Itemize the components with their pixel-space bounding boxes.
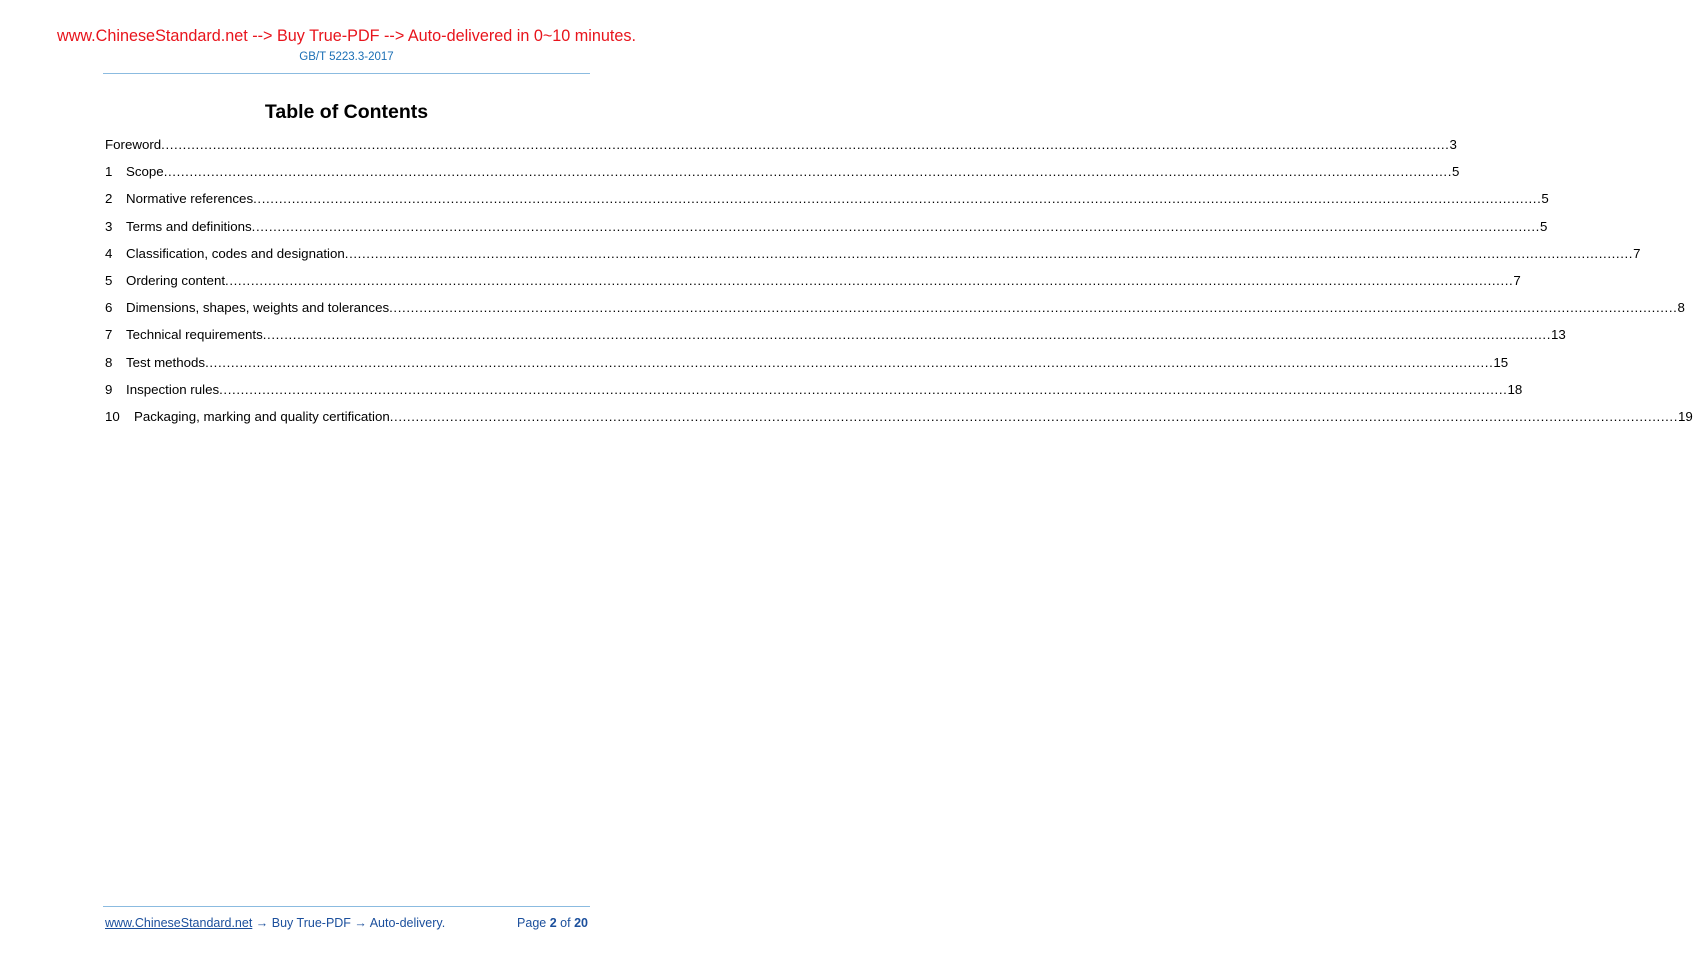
toc-entry-label: Normative references: [126, 191, 254, 207]
toc-entry-dimensions[interactable]: [105, 299, 1685, 326]
toc-dot-leader: ............................................................................................................................................................................................................................................................................................................: [225, 272, 1514, 288]
page-number-total: 20: [574, 916, 588, 930]
toc-entry-scope[interactable]: [105, 163, 1460, 190]
toc-entry-number: 6: [105, 300, 113, 316]
toc-entry-page: 13: [1551, 327, 1566, 343]
toc-entry-label: Inspection rules: [126, 381, 220, 397]
toc-entry-page: 5: [1541, 191, 1549, 207]
toc-entry-page: 3: [1449, 137, 1457, 152]
toc-dot-leader: ............................................................................................................................................................................................................................................................................................................: [262, 327, 1552, 343]
toc-entry-label: Terms and definitions: [126, 218, 252, 234]
toc-entry-page: 7: [1513, 272, 1521, 288]
toc-entry-number: 2: [105, 191, 113, 207]
toc-entry-page: 19: [1678, 408, 1693, 424]
toc-entry-label: Test methods: [126, 354, 206, 370]
header-banner[interactable]: www.ChineseStandard.net --> Buy True-PDF --> Auto-delivered in 0~10 minutes.: [57, 27, 636, 45]
page-title: Table of Contents: [264, 101, 429, 123]
toc-dot-leader: ............................................................................................................................................................................................................................................................................................................: [253, 191, 1542, 207]
toc-entry-normative-references[interactable]: [105, 190, 1549, 217]
toc-dot-leader: ............................................................................................................................................................................................................................................................................................................: [219, 381, 1508, 397]
toc-entry-label: Dimensions, shapes, weights and tolerances: [126, 300, 390, 316]
toc-entry-number: 7: [105, 327, 113, 343]
page-number-current: 2: [549, 916, 557, 930]
toc-entry-label: Technical requirements: [126, 327, 263, 343]
toc-entry-page: 8: [1677, 300, 1685, 316]
toc-entry-page: 15: [1493, 354, 1509, 370]
toc-dot-leader: ............................................................................................................................................................................................................................................................................................................: [163, 164, 1452, 180]
toc-dot-leader: ............................................................................................................................................................................................................................................................................................................: [205, 354, 1494, 370]
toc-dot-leader: ............................................................................................................................................................................................................................................................................................................: [251, 218, 1540, 234]
page-number-of: of: [560, 916, 571, 930]
toc-entry-number: 8: [105, 354, 113, 370]
toc-entry-label: Foreword: [105, 137, 162, 152]
toc-dot-leader: ............................................................................................................................................................................................................................................................................................................: [344, 245, 1634, 261]
toc-entry-label: Ordering content: [126, 272, 226, 288]
toc-entry-number: 4: [105, 245, 113, 261]
toc-entry-label: Scope: [126, 164, 164, 180]
toc-entry-page: 5: [1452, 164, 1460, 180]
toc-dot-leader: ............................................................................................................................................................................................................................................................................................................: [389, 300, 1678, 316]
page-number: [500, 916, 588, 930]
footer-link: [105, 916, 445, 930]
toc-entry-number: 10: [105, 408, 120, 424]
toc-entry-page: 7: [1633, 245, 1641, 261]
toc-entry-number: 9: [105, 381, 113, 397]
toc-entry-page: 5: [1539, 218, 1548, 234]
toc-dot-leader: ............................................................................................................................................................................................................................................................................................................: [389, 408, 1679, 424]
document-id: GB/T 5223.3-2017: [299, 51, 394, 63]
toc-entry-packaging[interactable]: [105, 408, 1693, 435]
toc-entry-terms-and-definitions[interactable]: [105, 218, 1548, 245]
page-number-prefix: Page: [517, 916, 547, 930]
footer-link-tail: → Buy True-PDF → Auto-delivery.: [252, 916, 446, 930]
toc-entry-technical-requirements[interactable]: [105, 326, 1566, 353]
footer-divider: [103, 906, 590, 907]
table-of-contents: [105, 136, 1693, 435]
toc-entry-classification[interactable]: [105, 245, 1641, 272]
toc-entry-number: 1: [105, 164, 113, 180]
toc-entry-label: Classification, codes and designation: [126, 245, 345, 261]
toc-entry-foreword[interactable]: [105, 136, 1457, 163]
toc-entry-number: 3: [105, 218, 113, 234]
footer-site-link[interactable]: www.ChineseStandard.net: [105, 916, 253, 930]
toc-entry-page: 18: [1507, 381, 1523, 397]
header-divider: [103, 73, 590, 74]
toc-entry-number: 5: [105, 272, 113, 288]
toc-dot-leader: ............................................................................................................................................................................................................................................................................................................: [161, 137, 1450, 152]
toc-entry-ordering-content[interactable]: [105, 272, 1521, 299]
toc-entry-inspection-rules[interactable]: [105, 381, 1523, 408]
toc-entry-test-methods[interactable]: [105, 354, 1509, 381]
toc-entry-label: Packaging, marking and quality certification: [134, 408, 390, 424]
